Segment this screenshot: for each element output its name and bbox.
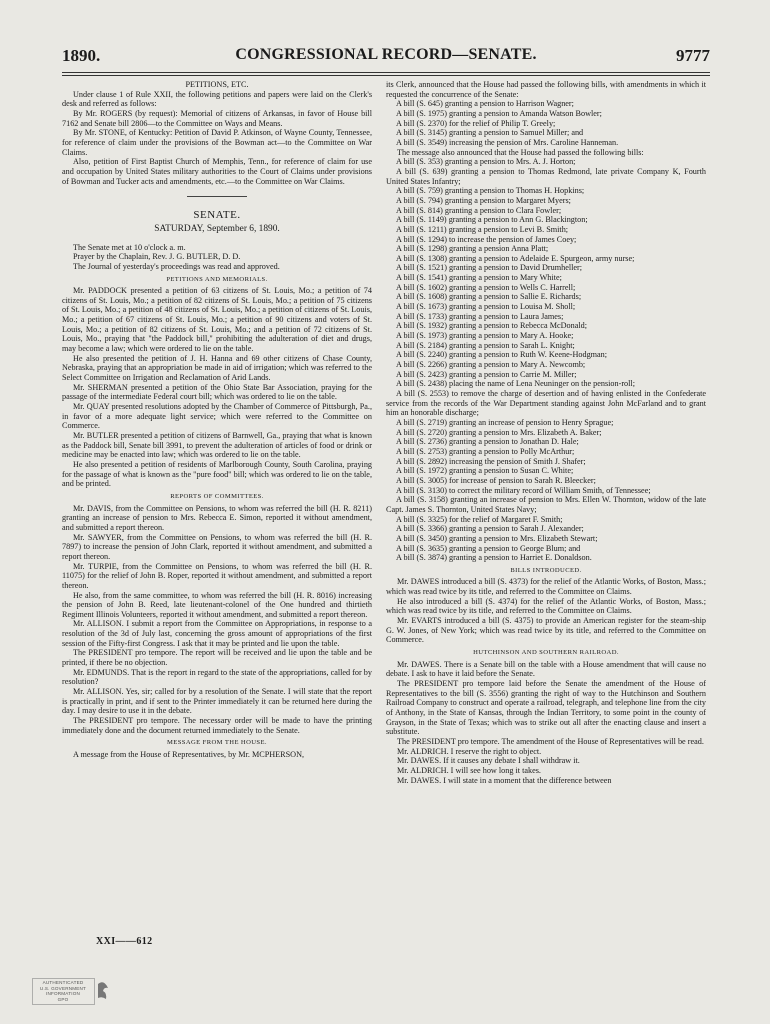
bill-entry: A bill (S. 645) granting a pension to Harrison Wagner; <box>396 99 574 109</box>
bill-entry: A bill (S. 2438) placing the name of Lena Neuninger on the pension-roll; <box>396 379 635 389</box>
paragraph: Mr. TURPIE, from the Committee on Pensions, to whom was referred the bill (H. R. 11075) for the relief of John B. Roper, reported it without amendment, and submitted a report thereon. <box>62 561 372 590</box>
bill-entry: A bill (S. 2184) granting a pension to Sarah L. Knight; <box>396 340 575 350</box>
gpo-authentication-seal <box>32 978 112 1012</box>
bill-entry: A bill (S. 1932) granting a pension to Rebecca McDonald; <box>396 321 588 331</box>
paragraph: Mr. QUAY presented resolutions adopted by the Chamber of Commerce of Pittsburgh, Pa., in favor of a more adequate light service; which were referred to the Committee on Commerce. <box>62 402 372 431</box>
section-rule <box>187 196 247 197</box>
bill-entry: A bill (S. 1308) granting a pension to Adelaide E. Spurgeon, army nurse; <box>396 253 635 263</box>
gpo-seal-line: U.S. GOVERNMENT <box>39 985 87 991</box>
bill-entry: A bill (S. 2892) increasing the pension of Smith J. Shafer; <box>396 456 586 466</box>
bill-entry: A bill (S. 639) granting a pension to Thomas Redmond, late private Company K, Fourth United States Infantry; <box>386 166 706 186</box>
paragraph: Mr. ALLISON. I submit a report from the Committee on Appropriations, in response to a resolution of the 3d of July last, concerning the gross amount of appropriations of the first session of the Fifty-first Congress. I ask that it may be printed and lie upon the table. <box>62 619 372 648</box>
bill-entry: A bill (S. 759) granting a pension to Thomas H. Hopkins; <box>396 186 585 196</box>
bill-entry: A bill (S. 1298) granting a pension Anna Platt; <box>396 244 549 254</box>
bill-entry: A bill (S. 1973) granting a pension to Mary A. Hooke; <box>396 331 574 341</box>
bill-entry: A bill (S. 3130) to correct the military record of William Smith, of Tennessee; <box>396 485 651 495</box>
paragraph: Prayer by the Chaplain, Rev. J. G. BUTLER, D. D. <box>73 252 241 262</box>
bill-entry: A bill (S. 2736) granting a pension to Jonathan D. Hale; <box>396 437 579 447</box>
bill-entry: A bill (S. 3549) increasing the pension of Mrs. Caroline Hanneman. <box>396 137 619 147</box>
paragraph: Mr. DAWES. There is a Senate bill on the table with a House amendment that will cause no debate. I ask to have it laid before the Senate. <box>386 659 706 679</box>
bill-entry: A bill (S. 794) granting a pension to Margaret Myers; <box>396 195 571 205</box>
paragraph: Mr. DAWES. I will state in a moment that the difference between <box>397 775 612 785</box>
paragraph: Mr. EVARTS introduced a bill (S. 4375) to provide an American register for the steam-ship G. W. Jones, of New York; which was read twice by its title, and referred to the Committee on Commerce. <box>386 616 706 645</box>
paragraph: The PRESIDENT pro tempore laid before the Senate the amendment of the House of Representatives to the bill (S. 3556) granting the right of way to the Hutchinson and Southern Railroad Company to construct and operate a railroad, telegraph, and telephone line from the city of Anthony, in the State of Kansas, through the Indian Territory, to some point in the county of Grayson, in the State of Texas; which was to strike out all after the enacting clause and insert a substitute. <box>386 679 706 737</box>
paragraph: Also, petition of First Baptist Church of Memphis, Tenn., for reference of claim for use and occupation by United States military authorities to the Court of Claims under provisions of Bowman and Tucker acts and amendments, etc.—to the Committee on War Claims. <box>62 157 372 186</box>
bill-entry: A bill (S. 3366) granting a pension to Sarah J. Alexander; <box>396 524 584 534</box>
right-column <box>386 80 706 930</box>
paragraph: A message from the House of Representatives, by Mr. MCPHERSON, <box>73 750 305 759</box>
paragraph: The Senate met at 10 o'clock a. m. <box>73 242 186 252</box>
paragraph: He also presented the petition of J. H. Hanna and 69 other citizens of Chase County, Nebraska, praying that an appropriation be made in aid of irrigation; which was referred to the Select Committee on Irrigation and Reclamation of Arid Lands. <box>62 353 372 383</box>
bill-entry: A bill (S. 1294) to increase the pension of James Coey; <box>396 234 577 244</box>
bill-entry: A bill (S. 2266) granting a pension to Mary A. Newcomb; <box>396 360 586 370</box>
bill-entry: A bill (S. 1608) granting a pension to Sallie E. Richards; <box>396 292 582 302</box>
bill-entry: A bill (S. 3450) granting a pension to Mrs. Elizabeth Stewart; <box>396 533 598 543</box>
header-rule <box>62 72 710 73</box>
bill-entry: A bill (S. 1521) granting a pension to David Drumheller; <box>396 263 583 273</box>
paragraph: By Mr. ROGERS (by request): Memorial of citizens of Arkansas, in favor of House bill 7162 and Senate bill 2806—to the Committee on Ways and Means. <box>62 108 372 128</box>
paragraph: The PRESIDENT pro tempore. The report will be received and lie upon the table and be printed, if there be no objection. <box>62 648 372 668</box>
bill-entry: A bill (S. 2240) granting a pension to Ruth W. Keene-Hodgman; <box>396 350 608 360</box>
bill-entry: A bill (S. 1975) granting a pension to Amanda Watson Bowler; <box>396 108 602 118</box>
bill-entry: A bill (S. 3005) for increase of pension to Sarah R. Bleecker; <box>396 475 596 485</box>
subsection-heading: REPORTS OF COMMITTEES. <box>170 492 264 500</box>
session-date: SATURDAY, September 6, 1890. <box>154 223 280 234</box>
bill-entry: A bill (S. 814) granting a pension to Clara Fowler; <box>396 205 562 215</box>
bill-entry: A bill (S. 2720) granting a pension to Mrs. Elizabeth A. Baker; <box>396 427 602 437</box>
paragraph: Mr. ALDRICH. I will see how long it takes. <box>397 765 541 775</box>
gpo-seal-line: INFORMATION <box>45 991 80 997</box>
gpo-seal-line: AUTHENTICATED <box>42 980 84 985</box>
paragraph: He also, from the same committee, to whom was referred the bill (H. R. 8016) increasing the pension of John B. Reed, late lieutenant-colonel of the One hundred and thirtieth Regiment Illinois Volunteers, reported it without amendment, and submitted a report thereon. <box>62 590 372 619</box>
bill-entry: A bill (S. 1972) granting a pension to Susan C. White; <box>396 466 574 476</box>
page-number: 9777 <box>676 46 710 65</box>
paragraph: By Mr. STONE, of Kentucky: Petition of David P. Atkinson, of Wayne County, Tennessee, for reference of claim under the provisions of the Bowman act—to the Committee on War Claims. <box>62 128 372 157</box>
bill-entry: A bill (S. 3145) granting a pension to Samuel Miller; and <box>396 128 584 138</box>
paragraph: He also presented a petition of residents of Marlborough County, South Carolina, praying for the passage of what is known as the "pure food" bill; which was ordered to lie on the table, and be printed. <box>62 459 372 489</box>
paragraph: He also introduced a bill (S. 4374) for the relief of the Atlantic Works, of Boston, Mass.; which was read twice by its title, and referred to the Committee on Claims. <box>386 596 706 616</box>
gpo-seal-text <box>32 980 94 1002</box>
bill-entry: A bill (S. 3158) granting an increase of pension to Mrs. Ellen W. Thornton, widow of the late Capt. James S. Thornton, United States Navy; <box>386 495 706 514</box>
bill-entry: A bill (S. 3874) granting a pension to Harriet E. Donaldson. <box>396 553 592 563</box>
bill-entry: A bill (S. 2753) granting a pension to Polly McArthur; <box>396 446 575 456</box>
bill-entry: A bill (S. 1211) granting a pension to Levi B. Smith; <box>396 224 569 234</box>
bill-entry: A bill (S. 1733) granting a pension to Laura James; <box>396 311 564 321</box>
bill-entry: A bill (S. 2719) granting an increase of pension to Henry Sprague; <box>396 417 614 427</box>
signature-mark: XXI——612 <box>96 936 153 947</box>
page-header <box>62 46 710 72</box>
gpo-seal-line: GPO <box>57 996 69 1002</box>
page-title: CONGRESSIONAL RECORD—SENATE. <box>235 46 537 63</box>
bill-entry: A bill (S. 2553) to remove the charge of desertion and of having enlisted in the Confederate service from the records of the War Department standing against John McFarland and to grant him an honorable discharge; <box>386 389 706 418</box>
bill-entry: A bill (S. 1149) granting a pension to Ann G. Blackington; <box>396 215 588 225</box>
paragraph: Mr. DAVIS, from the Committee on Pensions, to whom was referred the bill (H. R. 8211) granting an increase of pension to Mrs. Rebecca E. Simon, reported it without amendment, and submitted a report thereon. <box>62 503 372 532</box>
left-column <box>62 80 372 930</box>
paragraph: Mr. DAWES. If it causes any debate I shall withdraw it. <box>397 756 580 766</box>
paragraph: Mr. SHERMAN presented a petition of the Ohio State Bar Association, praying for the passage of the intermediate Federal court bill; which was ordered to lie on the table. <box>62 382 372 402</box>
paragraph: Under clause 1 of Rule XXII, the following petitions and papers were laid on the Clerk's desk and referred as follows: <box>62 89 372 109</box>
section-heading: SENATE. <box>193 209 241 222</box>
bill-entry: A bill (S. 3635) granting a pension to George Blum; and <box>396 543 581 553</box>
paragraph: Mr. BUTLER presented a petition of citizens of Barnwell, Ga., praying that what is known as the Paddock bill, Senate bill 3991, to prevent the adulteration of articles of food or drink or medicine may be enacted into law; which was ordered to lie on the table. <box>62 431 372 460</box>
bill-entry: A bill (S. 1541) granting a pension to Mary White; <box>396 273 562 283</box>
subsection-heading: BILLS INTRODUCED. <box>510 566 582 574</box>
subsection-heading: PETITIONS AND MEMORIALS. <box>166 275 268 283</box>
paragraph: Mr. SAWYER, from the Committee on Pensions, to whom was referred the bill (H. R. 7897) to increase the pension of John Clark, reported it without amendment, and submitted a report thereon. <box>62 532 372 561</box>
bill-entry: A bill (S. 1673) granting a pension to Louisa M. Sholl; <box>396 302 576 312</box>
paragraph: its Clerk, announced that the House had passed the following bills, with amendments in which it requested the concurrence of the Senate: <box>386 80 706 99</box>
bill-entry: A bill (S. 1602) granting a pension to Wells C. Harrell; <box>396 282 576 292</box>
paragraph: Mr. EDMUNDS. That is the report in regard to the state of the appropriations, called for by resolution? <box>62 667 372 687</box>
bill-entry: A bill (S. 3325) for the relief of Margaret F. Smith; <box>396 514 563 524</box>
paragraph: Mr. ALDRICH. I reserve the right to object. <box>397 746 542 756</box>
paragraph: Mr. DAWES introduced a bill (S. 4373) for the relief of the Atlantic Works, of Boston, Mass.; which was read twice by its title, and referred to the Committee on Claims. <box>386 577 706 597</box>
paragraph: The PRESIDENT pro tempore. The amendment of the House of Representatives will be read. <box>397 736 704 746</box>
paragraph: The Journal of yesterday's proceedings was read and approved. <box>73 261 280 271</box>
section-caption: PETITIONS, ETC. <box>185 80 249 89</box>
paragraph: Mr. PADDOCK presented a petition of 63 citizens of St. Louis, Mo.; a petition of 74 citizens of St. Louis, Mo.; a petition of 82 citizens of St. Louis, Mo.; a petition of 75 citizens of St. Louis, Mo.; a petition of 48 citizens of St. Louis, Mo.; a petition of citizens of St. Louis, Mo.; a petition of 67 citizens of St. Louis, Mo.; a petition of 90 citizens and voters of St. Louis, Mo.; a petition of 82 citizens of St. Louis, Mo.; and a petition of 72 citizens of St. Louis, Mo., praying that "the Paddock bill," prohibiting the adulteration of diet and drugs, may become a law; which were ordered to lie on the table. <box>62 286 372 354</box>
subsection-heading: HUTCHINSON AND SOUTHERN RAILROAD. <box>473 649 619 657</box>
bill-entry: A bill (S. 353) granting a pension to Mrs. A. J. Horton; <box>396 157 576 167</box>
page-year: 1890. <box>62 46 101 65</box>
paragraph: Mr. ALLISON. Yes, sir; called for by a resolution of the Senate. I will state that the report is practically in print, and if sent to the Printer immediately it can be returned here during the day. I may desire to use it in the debate. <box>62 687 372 716</box>
header-rule-second <box>62 75 710 76</box>
bill-entry: A bill (S. 2423) granting a pension to Carrie M. Miller; <box>396 369 577 379</box>
paragraph: The message also announced that the House had passed the following bills: <box>397 147 644 157</box>
bill-entry: A bill (S. 2370) for the relief of Philip T. Greely; <box>396 118 556 128</box>
paragraph: The PRESIDENT pro tempore. The necessary order will be made to have the printing immediately done and the document returned immediately to the Senate. <box>62 716 372 735</box>
subsection-heading: MESSAGE FROM THE HOUSE. <box>167 739 267 747</box>
